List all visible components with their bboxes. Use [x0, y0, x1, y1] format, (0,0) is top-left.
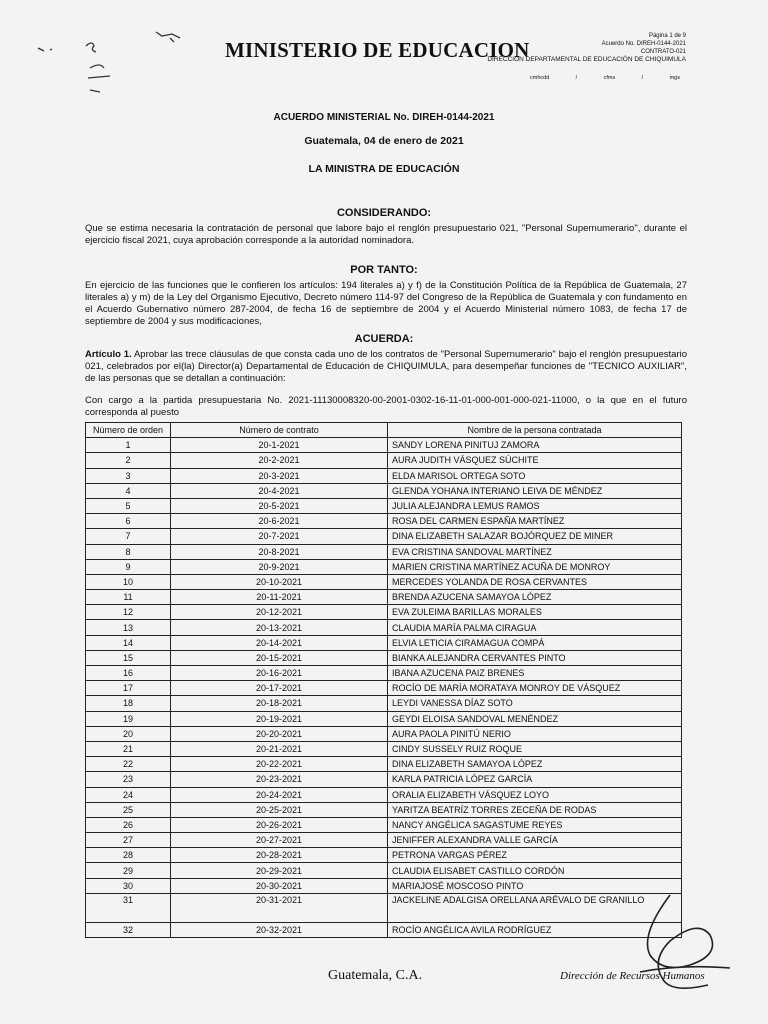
table-row — [86, 559, 682, 574]
table-row — [86, 848, 682, 863]
name-cell: DINA ELIZABETH SALAZAR BOJÓRQUEZ DE MINER — [388, 529, 682, 544]
contract-cell: 20-7-2021 — [171, 529, 388, 544]
order-cell: 15 — [86, 650, 171, 665]
table-row — [86, 757, 682, 772]
contract-cell: 20-15-2021 — [171, 650, 388, 665]
contract-cell: 20-12-2021 — [171, 605, 388, 620]
order-cell: 9 — [86, 559, 171, 574]
contract-cell: 20-11-2021 — [171, 590, 388, 605]
contract-cell: 20-10-2021 — [171, 574, 388, 589]
contract-cell: 20-9-2021 — [171, 559, 388, 574]
table-row — [86, 817, 682, 832]
contract-cell: 20-16-2021 — [171, 666, 388, 681]
table-row — [86, 726, 682, 741]
initials-line — [530, 75, 680, 81]
acuerdo-number: ACUERDO MINISTERIAL No. DIREH-0144-2021 — [273, 112, 495, 123]
table-row — [86, 453, 682, 468]
contract-cell: 20-31-2021 — [171, 893, 388, 922]
initials-sep-1: / — [575, 75, 578, 81]
table-row — [86, 833, 682, 848]
authority-heading: LA MINISTRA DE EDUCACIÓN — [308, 163, 460, 175]
ministry-title: MINISTERIO DE EDUCACION — [225, 38, 530, 62]
table-row — [86, 802, 682, 817]
name-cell: CLAUDIA ELISABET CASTILLO CORDÓN — [388, 863, 682, 878]
initials-2: cfms — [603, 75, 616, 81]
order-cell: 17 — [86, 681, 171, 696]
contract-cell: 20-3-2021 — [171, 468, 388, 483]
table-row — [86, 635, 682, 650]
order-cell: 2 — [86, 453, 171, 468]
table-row — [86, 620, 682, 635]
portanto-heading: POR TANTO: — [350, 264, 418, 276]
portanto-text: En ejercicio de las funciones que le confieren los artículos: 194 literales a) y f) de la Constitución Política de la República de Guatemala, 27 literales a) y m) de la Ley del Organismo Ejecutivo, Decreto número 114-97 del Congreso de la República de Guatemala y con fundamento en el Acuerdo Gubernativo número 287-2004, de fecha 16 de septiembre de 2004 y el Acuerdo Ministerial número 1083, de fecha 17 de septiembre de 2004 y sus modificaciones, — [85, 280, 687, 327]
name-cell: JACKELINE ADALGISA ORELLANA ARÉVALO DE GRANILLO — [388, 893, 682, 922]
acuerdo-reference: Acuerdo No. DIREH-0144-2021 — [601, 41, 686, 47]
order-cell: 14 — [86, 635, 171, 650]
table-row — [86, 696, 682, 711]
order-cell: 19 — [86, 711, 171, 726]
name-cell: BRENDA AZUCENA SAMAYOA LÓPEZ — [388, 590, 682, 605]
initials-3: mgs — [669, 75, 680, 81]
order-cell: 20 — [86, 726, 171, 741]
order-cell: 1 — [86, 438, 171, 453]
table-row — [86, 878, 682, 893]
contract-cell: 20-1-2021 — [171, 438, 388, 453]
contract-cell: 20-5-2021 — [171, 498, 388, 513]
order-cell: 3 — [86, 468, 171, 483]
name-cell: DINA ELIZABETH SAMAYOA LÓPEZ — [388, 757, 682, 772]
name-cell: AURA PAOLA PINITÚ NERIO — [388, 726, 682, 741]
contract-cell: 20-22-2021 — [171, 757, 388, 772]
table-row — [86, 650, 682, 665]
table-row — [86, 863, 682, 878]
order-cell: 5 — [86, 498, 171, 513]
name-cell: GEYDI ELOISA SANDOVAL MENÉNDEZ — [388, 711, 682, 726]
order-cell: 8 — [86, 544, 171, 559]
name-cell: ORALIA ELIZABETH VÁSQUEZ LOYO — [388, 787, 682, 802]
order-cell: 24 — [86, 787, 171, 802]
order-cell: 29 — [86, 863, 171, 878]
table-row — [86, 772, 682, 787]
document-meta — [487, 32, 686, 64]
contract-cell: 20-27-2021 — [171, 833, 388, 848]
name-cell: ROSA DEL CARMEN ESPAÑA MARTÍNEZ — [388, 514, 682, 529]
table-row — [86, 666, 682, 681]
name-cell: JENIFFER ALEXANDRA VALLE GARCÍA — [388, 833, 682, 848]
page-indicator: Página 1 de 9 — [648, 33, 686, 39]
name-cell: JULIA ALEJANDRA LEMUS RAMOS — [388, 498, 682, 513]
table-row — [86, 438, 682, 453]
contract-cell: 20-25-2021 — [171, 802, 388, 817]
table-row — [86, 529, 682, 544]
table-row — [86, 498, 682, 513]
order-cell: 32 — [86, 922, 171, 937]
order-cell: 26 — [86, 817, 171, 832]
name-cell: PETRONA VARGAS PÉREZ — [388, 848, 682, 863]
name-cell: GLENDA YOHANA INTERIANO LEIVA DE MÉNDEZ — [388, 483, 682, 498]
contracts-table — [85, 422, 682, 938]
order-cell: 28 — [86, 848, 171, 863]
name-cell: ELDA MARISOL ORTEGA SOTO — [388, 468, 682, 483]
order-cell: 30 — [86, 878, 171, 893]
name-cell: BIANKA ALEJANDRA CERVANTES PINTO — [388, 650, 682, 665]
handwritten-marks — [30, 20, 190, 100]
name-cell: MARIAJOSÉ MOSCOSO PINTO — [388, 878, 682, 893]
footer-place: Guatemala, C.A. — [328, 968, 423, 983]
contract-cell: 20-17-2021 — [171, 681, 388, 696]
name-cell: MARIEN CRISTINA MARTÍNEZ ACUÑA DE MONROY — [388, 559, 682, 574]
order-cell: 12 — [86, 605, 171, 620]
order-cell: 18 — [86, 696, 171, 711]
contract-cell: 20-21-2021 — [171, 741, 388, 756]
name-cell: NANCY ANGÉLICA SAGASTUME REYES — [388, 817, 682, 832]
articulo-text: Aprobar las trece cláusulas de que consta cada uno de los contratos de "Personal Supernumerario" bajo el renglón presupuestario 021, celebrados por el(la) Director(a) Departamental de Educación de CHIQUIMULA, para desempeñar funciones de "TECNICO AUXILIAR", de las personas que se detallan a continuación: — [85, 349, 688, 384]
name-cell: ROCÍO DE MARÍA MORATAYA MONROY DE VÁSQUEZ — [388, 681, 682, 696]
order-cell: 4 — [86, 483, 171, 498]
table-row — [86, 741, 682, 756]
table-row — [86, 468, 682, 483]
order-cell: 21 — [86, 741, 171, 756]
order-cell: 25 — [86, 802, 171, 817]
table-row — [86, 514, 682, 529]
table-row — [86, 787, 682, 802]
order-cell: 7 — [86, 529, 171, 544]
table-row — [86, 544, 682, 559]
footer-office: Dirección de Recursos Humanos — [560, 970, 705, 982]
contract-cell: 20-20-2021 — [171, 726, 388, 741]
contract-cell: 20-4-2021 — [171, 483, 388, 498]
header-name: Nombre de la persona contratada — [388, 423, 682, 438]
contract-cell: 20-19-2021 — [171, 711, 388, 726]
order-cell: 13 — [86, 620, 171, 635]
order-cell: 27 — [86, 833, 171, 848]
contract-cell: 20-32-2021 — [171, 922, 388, 937]
order-cell: 16 — [86, 666, 171, 681]
considerando-text: Que se estima necesaria la contratación de personal que labore bajo el renglón presupuestario 021, "Personal Supernumerario", durante el ejercicio fiscal 2021, cuya aprobación corresponde a la autoridad nominadora. — [85, 223, 687, 246]
table-row — [86, 711, 682, 726]
table-row — [86, 922, 682, 937]
table-row — [86, 590, 682, 605]
table-row — [86, 893, 682, 922]
department-name: DIRECCIÓN DEPARTAMENTAL DE EDUCACIÓN DE CHIQUIMULA — [487, 56, 686, 63]
name-cell: ROCÍO ANGÉLICA AVILA RODRÍGUEZ — [388, 922, 682, 937]
initials-1: cmhcdd — [530, 75, 550, 81]
table-row — [86, 605, 682, 620]
name-cell: IBANA AZUCENA PAIZ BRENES — [388, 666, 682, 681]
name-cell: LEYDI VANESSA DÍAZ SOTO — [388, 696, 682, 711]
table-row — [86, 681, 682, 696]
name-cell: MERCEDES YOLANDA DE ROSA CERVANTES — [388, 574, 682, 589]
order-cell: 6 — [86, 514, 171, 529]
name-cell: KARLA PATRICIA LÓPEZ GARCÍA — [388, 772, 682, 787]
contract-cell: 20-26-2021 — [171, 817, 388, 832]
table-header-row — [86, 423, 682, 438]
articulo-1 — [85, 349, 687, 385]
header-order: Número de orden — [86, 423, 171, 438]
contract-cell: 20-6-2021 — [171, 514, 388, 529]
name-cell: EVA CRISTINA SANDOVAL MARTÍNEZ — [388, 544, 682, 559]
header-contract: Número de contrato — [171, 423, 388, 438]
contract-cell: 20-2-2021 — [171, 453, 388, 468]
table-row — [86, 483, 682, 498]
articulo-label: Artículo 1. — [85, 349, 132, 360]
contract-cell: 20-8-2021 — [171, 544, 388, 559]
place-date: Guatemala, 04 de enero de 2021 — [304, 135, 464, 147]
order-cell: 31 — [86, 893, 171, 922]
contract-cell: 20-23-2021 — [171, 772, 388, 787]
initials-sep-2: / — [641, 75, 644, 81]
contract-cell: 20-28-2021 — [171, 848, 388, 863]
order-cell: 23 — [86, 772, 171, 787]
name-cell: YARITZA BEATRÍZ TORRES ZECEÑA DE RODAS — [388, 802, 682, 817]
considerando-heading: CONSIDERANDO: — [336, 207, 432, 219]
order-cell: 22 — [86, 757, 171, 772]
order-cell: 10 — [86, 574, 171, 589]
name-cell: CLAUDIA MARÍA PALMA CIRAGUA — [388, 620, 682, 635]
name-cell: CINDY SUSSELY RUIZ ROQUE — [388, 741, 682, 756]
cargo-text: Con cargo a la partida presupuestaria No. 2021-11130008320-00-2001-0302-16-11-01-000-001-000-021-11000, o la que en el futuro corresponda al puesto — [85, 395, 687, 418]
name-cell: SANDY LORENA PINITUJ ZAMORA — [388, 438, 682, 453]
acuerda-heading: ACUERDA: — [354, 333, 414, 345]
contract-cell: 20-14-2021 — [171, 635, 388, 650]
signature — [600, 890, 760, 1000]
name-cell: ELVIA LETICIA CIRAMAGUA COMPÁ — [388, 635, 682, 650]
table-row — [86, 574, 682, 589]
order-cell: 11 — [86, 590, 171, 605]
contract-cell: 20-13-2021 — [171, 620, 388, 635]
contract-cell: 20-30-2021 — [171, 878, 388, 893]
name-cell: AURA JUDITH VÁSQUEZ SÚCHITE — [388, 453, 682, 468]
contract-cell: 20-24-2021 — [171, 787, 388, 802]
contract-cell: 20-29-2021 — [171, 863, 388, 878]
contract-reference: CONTRATO-021 — [640, 49, 686, 55]
name-cell: EVA ZULEIMA BARILLAS MORALES — [388, 605, 682, 620]
contract-cell: 20-18-2021 — [171, 696, 388, 711]
